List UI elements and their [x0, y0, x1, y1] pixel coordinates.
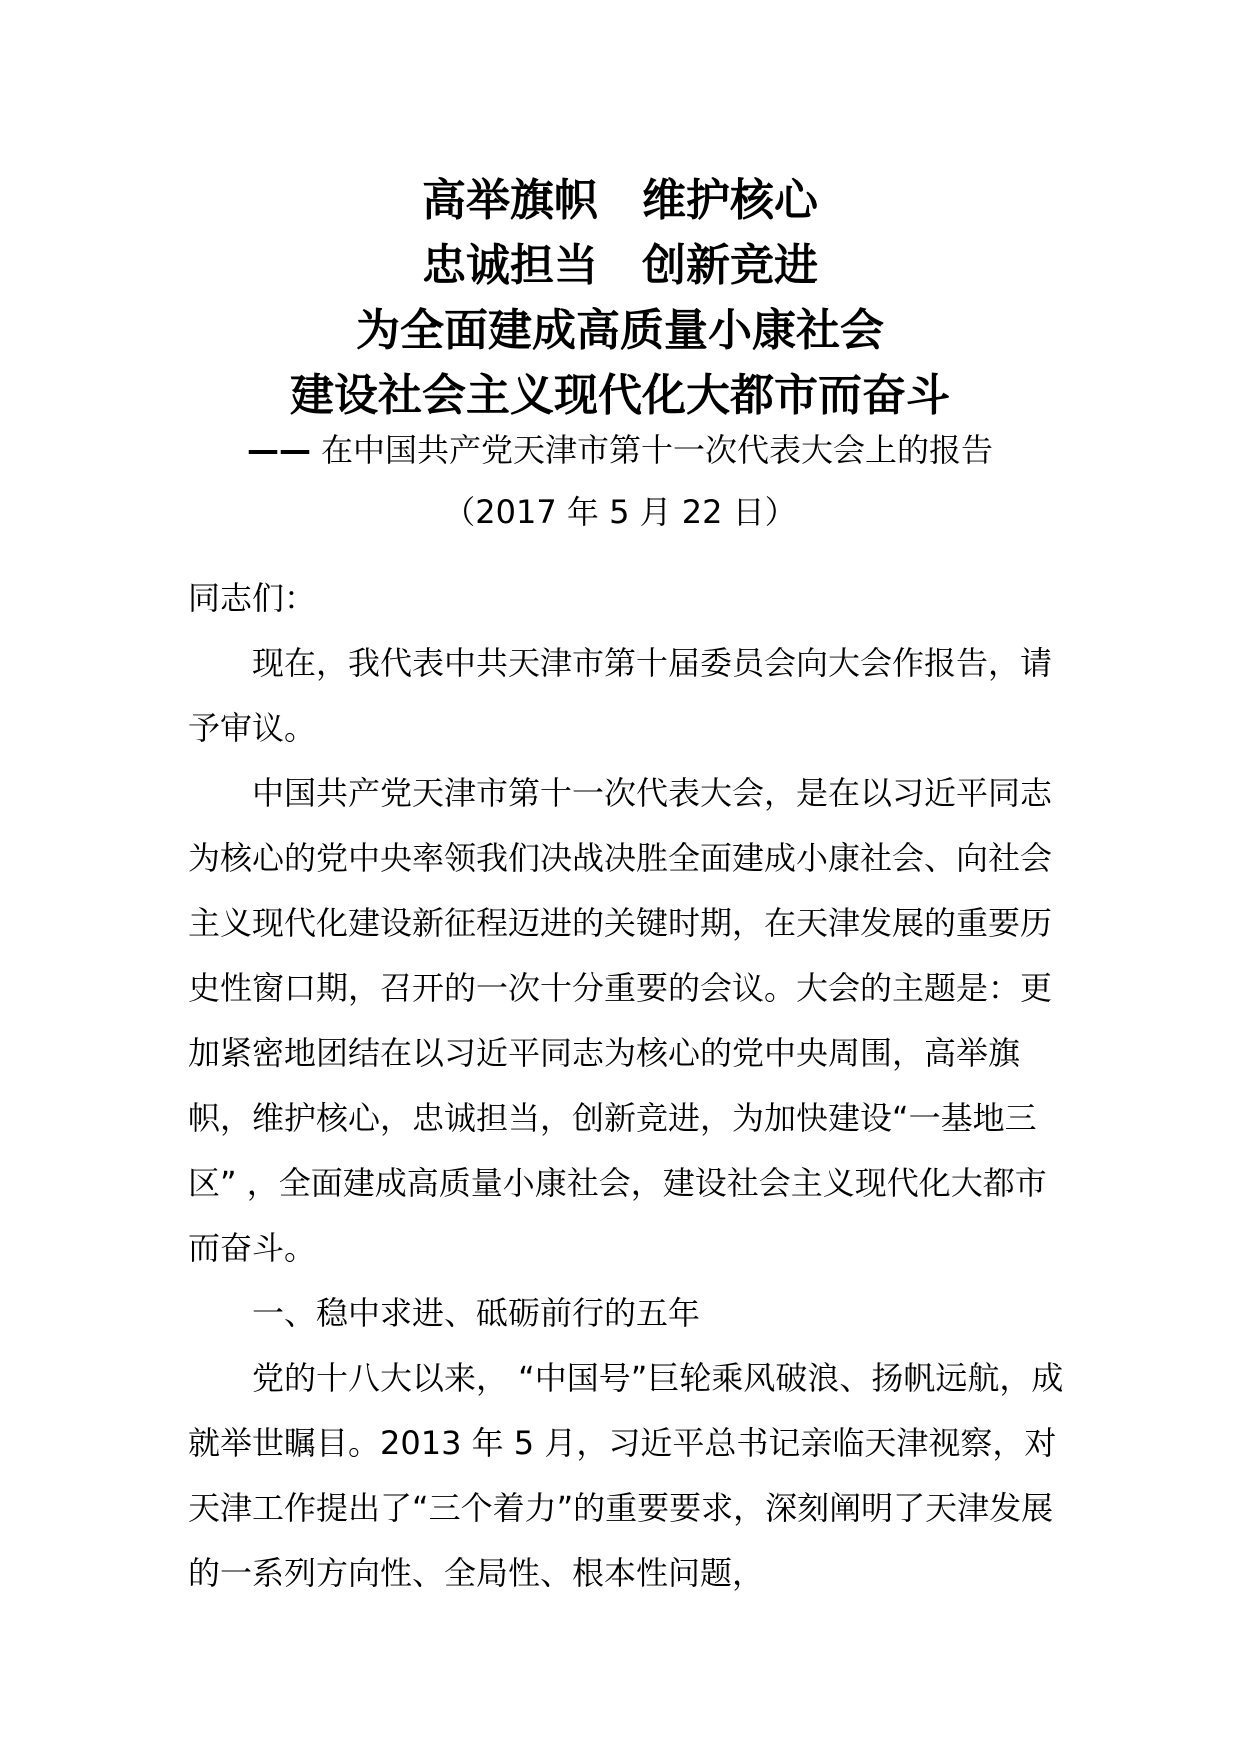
title-line-4: 建设社会主义现代化大都市而奋斗 — [290, 370, 950, 421]
salutation: 同志们： — [188, 579, 317, 617]
report-date: （2017 年 5 月 22 日） — [443, 493, 797, 531]
title-line-1-part-a: 高举旗帜 — [422, 175, 598, 226]
paragraph-3: 党的十八大以来， “中国号”巨轮乘风破浪、扬帆远航，成就举世瞩目。2013 年 5 月，习近平总书记亲临天津视察，对天津工作提出了“三个着力”的重要要求，深刻阐明了天津发展的一系列方向性、全局性、根本性问题， — [188, 1359, 1064, 1592]
section-heading: 一、稳中求进、砥砺前行的五年 — [252, 1294, 701, 1332]
title-line-2-part-b: 创新竞进 — [642, 240, 818, 291]
title-line-1-part-b: 维护核心 — [642, 175, 818, 226]
report-subtitle — [0, 430, 1240, 470]
body-text — [188, 566, 1068, 1606]
title-line-3: 为全面建成高质量小康社会 — [356, 305, 884, 356]
subtitle-text: 在中国共产党天津市第十一次代表大会上的报告 — [320, 431, 993, 469]
title-line-1 — [0, 168, 1240, 233]
title-line-2-part-a: 忠诚担当 — [422, 240, 598, 291]
title-block — [0, 168, 1240, 532]
paragraph-2: 中国共产党天津市第十一次代表大会，是在以习近平同志为核心的党中央率领我们决战决胜全面建成小康社会、向社会主义现代化建设新征程迈进的关键时期，在天津发展的重要历史性窗口期，召开的一次十分重要的会议。大会的主题是：更加紧密地团结在以习近平同志为核心的党中央周围，高举旗帜，维护核心，忠诚担当，创新竞进，为加快建设“一基地三区” ，全面建成高质量小康社会，建设社会主义现代化大都市而奋斗。 — [188, 774, 1053, 1267]
subtitle-dash: —— — [246, 431, 311, 469]
title-line-2 — [0, 233, 1240, 298]
paragraph-1: 现在，我代表中共天津市第十届委员会向大会作报告，请予审议。 — [188, 644, 1053, 747]
